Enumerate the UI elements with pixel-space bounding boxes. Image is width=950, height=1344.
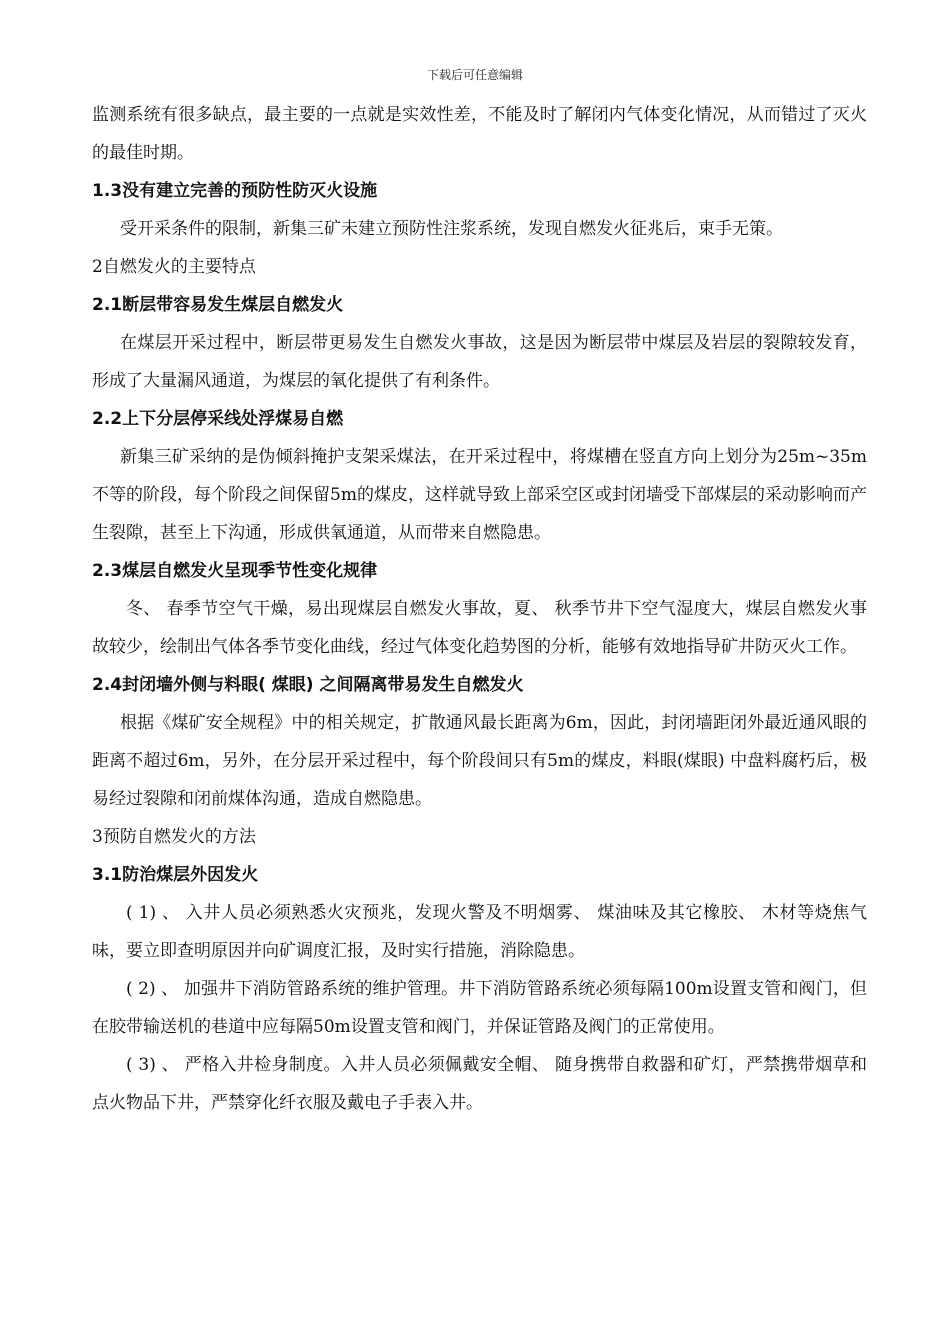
paragraph: 监测系统有很多缺点，最主要的一点就是实效性差，不能及时了解闭内气体变化情况，从而错过了灭火的最佳时期。 xyxy=(92,105,867,163)
section-heading-2-3: 2.3煤层自燃发火呈现季节性变化规律 xyxy=(92,561,378,581)
section-heading-1-3: 1.3没有建立完善的预防性防灭火设施 xyxy=(92,181,378,201)
paragraph: 在煤层开采过程中，断层带更易发生自燃发火事故，这是因为断层带中煤层及岩层的裂隙较发育，形成了大量漏风通道，为煤层的氧化提供了有利条件。 xyxy=(92,333,867,391)
section-heading-3-1: 3.1防治煤层外因发火 xyxy=(92,865,259,885)
chapter-heading-2: 2自燃发火的主要特点 xyxy=(92,257,256,277)
section-heading-2-1: 2.1断层带容易发生煤层自燃发火 xyxy=(92,295,344,315)
page-header: 下载后可任意编辑 xyxy=(426,68,523,82)
paragraph: 受开采条件的限制，新集三矿未建立预防性注浆系统，发现自燃发火征兆后，束手无策。 xyxy=(120,219,783,239)
paragraph: 根据《煤矿安全规程》中的相关规定，扩散通风最长距离为6m，因此，封闭墙距闭外最近通风眼的距离不超过6m，另外，在分层开采过程中，每个阶段间只有5m的煤皮，料眼(煤眼) 中盘料腐朽后，极易经过裂隙和闭前煤体沟通，造成自燃隐患。 xyxy=(92,713,867,809)
chapter-heading-3: 3预防自燃发火的方法 xyxy=(92,827,256,847)
list-item-2: ( 2) 、 加强井下消防管路系统的维护管理。井下消防管路系统必须每隔100m设置支管和阀门，但在胶带输送机的巷道中应每隔50m设置支管和阀门，并保证管路及阀门的正常使用。 xyxy=(92,979,867,1037)
document-body xyxy=(92,96,867,1122)
paragraph: 新集三矿采纳的是伪倾斜掩护支架采煤法，在开采过程中，将煤槽在竖直方向上划分为25m~35m不等的阶段，每个阶段之间保留5m的煤皮，这样就导致上部采空区或封闭墙受下部煤层的采动影响而产生裂隙，甚至上下沟通，形成供氧通道，从而带来自燃隐患。 xyxy=(92,447,867,543)
section-heading-2-2: 2.2上下分层停采线处浮煤易自燃 xyxy=(92,409,344,429)
list-item-1: ( 1) 、 入井人员必须熟悉火灾预兆，发现火警及不明烟雾、 煤油味及其它橡胶、 木材等烧焦气味，要立即查明原因并向矿调度汇报，及时实行措施，消除隐患。 xyxy=(92,903,867,961)
list-item-3: ( 3) 、 严格入井检身制度。入井人员必须佩戴安全帽、 随身携带自救器和矿灯，严禁携带烟草和点火物品下井，严禁穿化纤衣服及戴电子手表入井。 xyxy=(92,1055,867,1113)
paragraph: 冬、 春季节空气干燥，易出现煤层自燃发火事故，夏、 秋季节井下空气湿度大，煤层自燃发火事故较少，绘制出气体各季节变化曲线，经过气体变化趋势图的分析，能够有效地指导矿井防灭火工作。 xyxy=(92,599,867,657)
section-heading-2-4: 2.4封闭墙外侧与料眼( 煤眼) 之间隔离带易发生自燃发火 xyxy=(92,675,524,695)
